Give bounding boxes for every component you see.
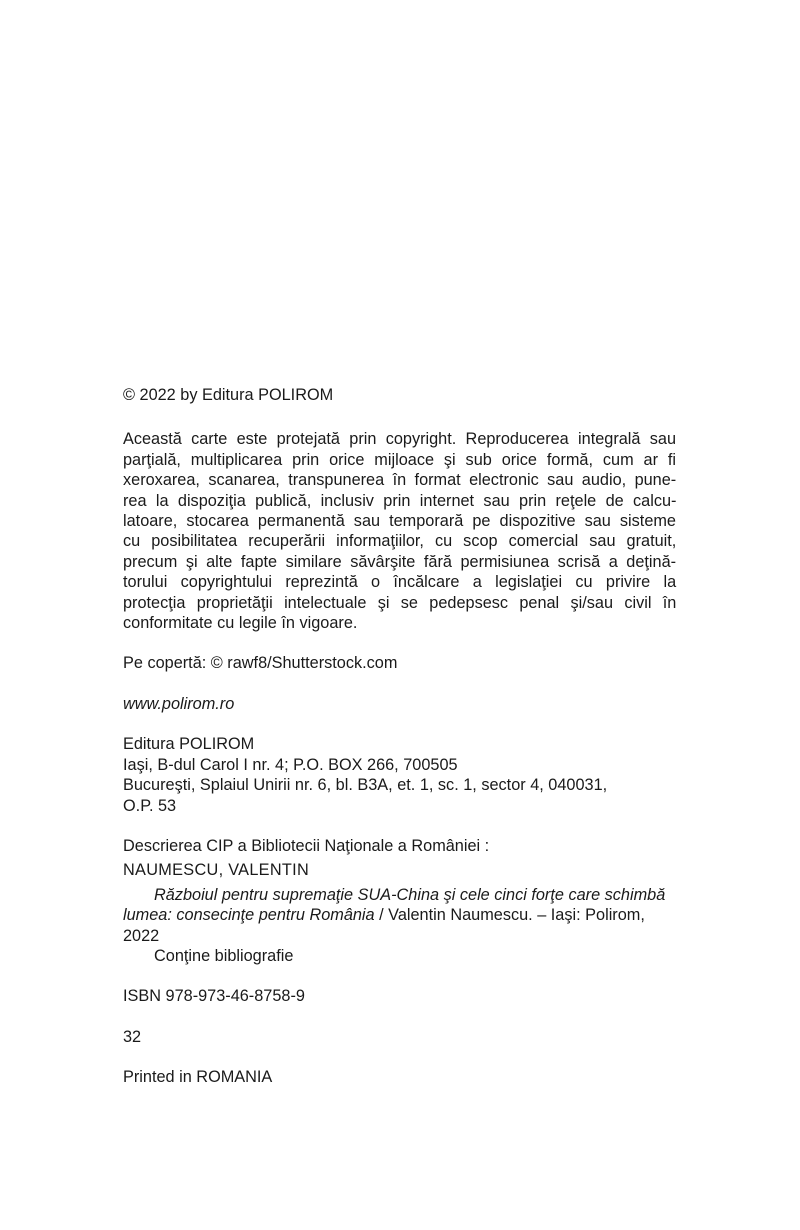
notice-line: precum şi alte fapte similare săvârşite fără permisiunea scrisă a deţină- xyxy=(123,552,677,571)
cip-author: NAUMESCU, VALENTIN xyxy=(123,861,310,880)
copyright-notice xyxy=(123,429,676,633)
notice-line: Această carte este protejată prin copyright. Reproducerea integrală sau xyxy=(123,430,676,449)
cip-title-line1: Războiul pentru supremaţie SUA-China şi cele cinci forţe care schimbă xyxy=(154,885,666,904)
copyright-line: © 2022 by Editura POLIROM xyxy=(123,386,334,404)
cip-note: Conţine bibliografie xyxy=(154,946,294,965)
cip-title-rest: / Valentin Naumescu. – Iaşi: Polirom, xyxy=(374,906,645,925)
cip-year: 2022 xyxy=(123,926,160,945)
printed-in: Printed in ROMANIA xyxy=(123,1068,273,1087)
cip-title-italic: lumea: consecinţe pentru România xyxy=(123,906,375,925)
notice-line: parţială, multiplicarea prin orice mijloace şi sub orice formă, cum ar fi xyxy=(123,450,677,469)
address-op: O.P. 53 xyxy=(123,796,177,815)
notice-line: cu posibilitatea recuperării informaţiilor, cu scop comercial sau gratuit, xyxy=(123,532,677,551)
notice-line: xeroxarea, scanarea, transpunerea în format electronic sau audio, pune- xyxy=(123,471,677,490)
address-iasi: Iaşi, B-dul Carol I nr. 4; P.O. BOX 266, 700505 xyxy=(123,755,458,774)
publisher-name: Editura POLIROM xyxy=(123,735,255,754)
address-bucuresti: Bucureşti, Splaiul Unirii nr. 6, bl. B3A, et. 1, sc. 1, sector 4, 040031, xyxy=(123,776,608,795)
cip-title-line2 xyxy=(123,905,676,925)
notice-line: conformitate cu legile în vigoare. xyxy=(123,614,358,633)
notice-line: protecţia proprietăţii intelectuale şi se pedepsesc penal şi/sau civil în xyxy=(123,593,677,612)
notice-line: torului copyrightului reprezintă o încălcare a legislaţiei cu privire la xyxy=(123,573,677,592)
cip-heading: Descrierea CIP a Bibliotecii Naţionale a României : xyxy=(123,836,490,855)
cip-block xyxy=(123,836,676,966)
website-link[interactable]: www.polirom.ro xyxy=(123,694,235,713)
notice-line: latoare, stocarea permanentă sau temporară pe dispozitive sau sisteme xyxy=(123,512,676,531)
copyright-page xyxy=(123,385,676,1088)
notice-line: rea la dispoziţia publică, inclusiv prin internet sau prin reţele de calcu- xyxy=(123,491,677,510)
isbn: ISBN 978-973-46-8758-9 xyxy=(123,987,305,1006)
publisher-block xyxy=(123,734,676,816)
cover-credit: Pe copertă: © rawf8/Shutterstock.com xyxy=(123,654,398,673)
classification-number: 32 xyxy=(123,1027,142,1046)
